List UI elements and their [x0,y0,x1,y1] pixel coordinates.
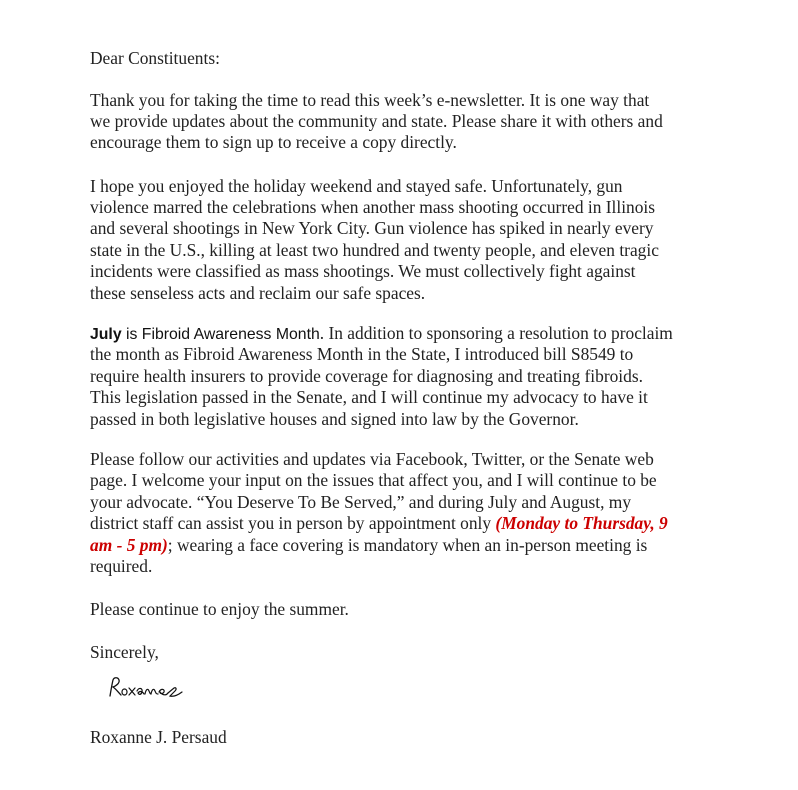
awareness-month-text: is Fibroid Awareness Month [121,326,320,343]
paragraph-2-line: these senseless acts and reclaim our safe spaces. [90,283,426,303]
paragraph-4-line: page. I welcome your input on the issues that affect you, and I will continue to be [90,470,657,490]
paragraph-2-line: violence marred the celebrations when another mass shooting occurred in Illinois [90,197,656,217]
paragraph-4-line [90,513,668,534]
paragraph-3-line: This legislation passed in the Senate, and I will continue my advocacy to have it [90,387,648,407]
paragraph-4-line: your advocate. “You Deserve To Be Served,” and during July and August, my [90,492,632,512]
paragraph-4-line: Please follow our activities and updates via Facebook, Twitter, or the Senate web [90,449,654,469]
closing-paragraph: Please continue to enjoy the summer. [90,599,349,619]
office-hours-emphasis: am - 5 pm) [90,535,168,555]
paragraph-3-line1-rest: . In addition to sponsoring a resolution to proclaim [319,323,673,343]
paragraph-4-line5-text: ; wearing a face covering is mandatory when an in-person meeting is [167,535,648,555]
office-hours-emphasis: (Monday to Thursday, 9 [495,513,668,533]
paragraph-1-line: encourage them to sign up to receive a copy directly. [90,132,457,152]
paragraph-3-line [90,323,673,345]
signature-image [104,674,188,704]
closing-salutation: Sincerely, [90,642,159,662]
paragraph-2-line: and several shootings in New York City. Gun violence has spiked in nearly every [90,218,654,238]
signatory-name: Roxanne J. Persaud [90,727,227,747]
paragraph-3-line: the month as Fibroid Awareness Month in the State, I introduced bill S8549 to [90,344,634,364]
month-highlight: July [90,326,122,343]
paragraph-4-line4-text: district staff can assist you in person by appointment only [90,513,496,533]
paragraph-2-line: I hope you enjoyed the holiday weekend and stayed safe. Unfortunately, gun [90,176,623,196]
paragraph-4-line: required. [90,556,153,576]
paragraph-2-line: incidents were classified as mass shootings. We must collectively fight against [90,261,636,281]
paragraph-4-line [90,535,647,556]
paragraph-2-line: state in the U.S., killing at least two hundred and twenty people, and eleven tragic [90,240,659,260]
paragraph-3-line: passed in both legislative houses and signed into law by the Governor. [90,409,579,429]
paragraph-3-line: require health insurers to provide coverage for diagnosing and treating fibroids. [90,366,643,386]
salutation: Dear Constituents: [90,48,220,68]
paragraph-1-line: Thank you for taking the time to read this week’s e-newsletter. It is one way that [90,90,650,110]
paragraph-1-line: we provide updates about the community and state. Please share it with others and [90,111,663,131]
